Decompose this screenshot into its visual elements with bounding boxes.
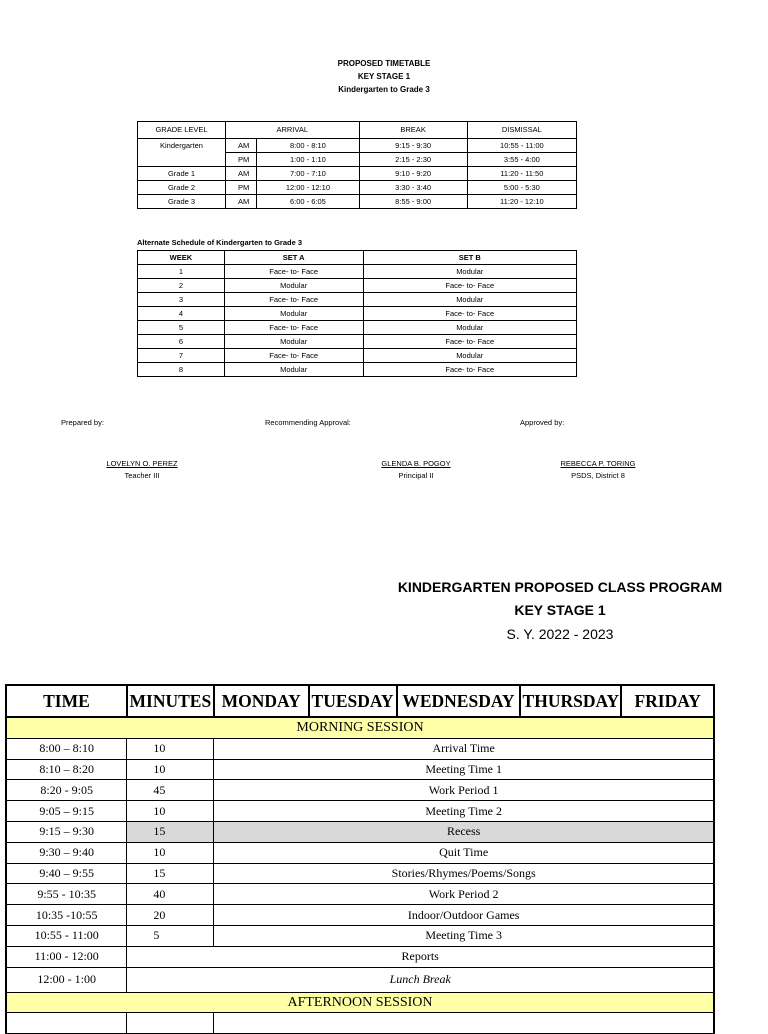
minutes-cell: 10	[127, 738, 214, 759]
arrival-cell: 1:00 - 1:10	[257, 153, 359, 167]
activity-cell: Recess	[214, 821, 714, 842]
set-b-cell: Face- to- Face	[363, 363, 577, 377]
table-row	[138, 363, 577, 377]
time-cell: 9:55 - 10:35	[6, 884, 127, 905]
minutes-cell: 5	[127, 925, 214, 946]
session-cell: PM	[226, 153, 257, 167]
table-row	[138, 153, 577, 167]
afternoon-session-label: AFTERNOON SESSION	[6, 992, 714, 1013]
table-row	[138, 321, 577, 335]
table-row	[138, 181, 577, 195]
set-a-cell: Face- to- Face	[224, 349, 363, 363]
minutes-cell: 10	[127, 801, 214, 822]
prepared-by-label: Prepared by:	[61, 418, 104, 427]
table-row	[6, 738, 714, 759]
set-b-cell: Face- to- Face	[363, 307, 577, 321]
time-cell: 9:15 – 9:30	[6, 821, 127, 842]
set-b-cell: Modular	[363, 293, 577, 307]
prepared-position: Teacher III	[124, 471, 160, 480]
header-grade-level: GRADE LEVEL	[138, 122, 226, 139]
break-cell: 8:55 - 9:00	[359, 195, 467, 209]
table-row	[138, 349, 577, 363]
dismissal-cell: 11:20 - 11:50	[467, 167, 576, 181]
table-row	[6, 759, 714, 780]
header-minutes: MINUTES	[127, 685, 214, 717]
recommending-name: GLENDA B. POGOY	[381, 459, 451, 468]
recommending-position: Principal II	[398, 471, 434, 480]
activity-cell	[214, 1013, 714, 1034]
timetable-title-line-3: Kindergarten to Grade 3	[338, 85, 430, 94]
table-row	[6, 863, 714, 884]
activity-cell: Meeting Time 1	[214, 759, 714, 780]
prepared-name: LOVELYN O. PEREZ	[106, 459, 178, 468]
week-cell: 6	[138, 335, 225, 349]
week-cell: 4	[138, 307, 225, 321]
table-row	[138, 265, 577, 279]
time-cell: 11:00 - 12:00	[6, 946, 127, 967]
time-cell: 9:40 – 9:55	[6, 863, 127, 884]
grade-cell: Grade 2	[138, 181, 226, 195]
afternoon-session-row	[6, 992, 714, 1013]
week-cell: 1	[138, 265, 225, 279]
time-cell	[6, 1013, 127, 1034]
table-row	[138, 279, 577, 293]
activity-cell: Work Period 2	[214, 884, 714, 905]
morning-session-label: MORNING SESSION	[6, 717, 714, 738]
break-cell: 9:15 - 9:30	[359, 139, 467, 153]
table-row	[6, 925, 714, 946]
table-row	[6, 884, 714, 905]
header-set-a: SET A	[224, 251, 363, 265]
table-row	[138, 307, 577, 321]
dismissal-cell: 5:00 - 5:30	[467, 181, 576, 195]
session-cell: PM	[226, 181, 257, 195]
header-friday: FRIDAY	[621, 685, 714, 717]
set-a-cell: Modular	[224, 363, 363, 377]
approved-position: PSDS, District 8	[571, 471, 625, 480]
set-b-cell: Face- to- Face	[363, 279, 577, 293]
program-header-row	[6, 685, 714, 717]
header-set-b: SET B	[363, 251, 577, 265]
minutes-cell: 15	[127, 821, 214, 842]
set-b-cell: Modular	[363, 265, 577, 279]
table-row	[138, 195, 577, 209]
reports-cell: Reports	[127, 946, 714, 967]
activity-cell: Arrival Time	[214, 738, 714, 759]
minutes-cell: 15	[127, 863, 214, 884]
header-dismissal: DISMISSAL	[467, 122, 576, 139]
time-cell: 8:20 - 9:05	[6, 780, 127, 801]
table-row	[6, 801, 714, 822]
lunch-cell: Lunch Break	[127, 967, 714, 992]
session-cell: AM	[226, 139, 257, 153]
session-cell: AM	[226, 167, 257, 181]
activity-cell: Indoor/Outdoor Games	[214, 905, 714, 926]
break-cell: 2:15 - 2:30	[359, 153, 467, 167]
dismissal-cell: 3:55 - 4:00	[467, 153, 576, 167]
time-cell: 10:55 - 11:00	[6, 925, 127, 946]
lunch-row	[6, 967, 714, 992]
week-cell: 8	[138, 363, 225, 377]
timetable-title-line-1: PROPOSED TIMETABLE	[337, 59, 431, 68]
approved-name: REBECCA P. TORING	[560, 459, 636, 468]
set-a-cell: Face- to- Face	[224, 321, 363, 335]
arrival-cell: 7:00 - 7:10	[257, 167, 359, 181]
table-row	[138, 335, 577, 349]
set-a-cell: Face- to- Face	[224, 265, 363, 279]
grade-cell	[138, 153, 226, 167]
minutes-cell: 10	[127, 842, 214, 863]
set-a-cell: Modular	[224, 335, 363, 349]
minutes-cell: 20	[127, 905, 214, 926]
timetable-title	[0, 57, 768, 96]
week-cell: 7	[138, 349, 225, 363]
table-row	[138, 293, 577, 307]
recommending-approval-label: Recommending Approval:	[265, 418, 351, 427]
activity-cell: Meeting Time 3	[214, 925, 714, 946]
program-school-year: S. Y. 2022 - 2023	[506, 626, 614, 642]
week-cell: 3	[138, 293, 225, 307]
arrival-cell: 12:00 - 12:10	[257, 181, 359, 195]
header-week: WEEK	[138, 251, 225, 265]
set-b-cell: Modular	[363, 349, 577, 363]
program-table	[5, 684, 715, 1034]
header-time: TIME	[6, 685, 127, 717]
header-tuesday: TUESDAY	[309, 685, 397, 717]
time-cell: 9:05 – 9:15	[6, 801, 127, 822]
table-row	[6, 821, 714, 842]
minutes-cell: 40	[127, 884, 214, 905]
grade-cell: Grade 1	[138, 167, 226, 181]
activity-cell: Quit Time	[214, 842, 714, 863]
dismissal-cell: 11:20 - 12:10	[467, 195, 576, 209]
set-b-cell: Modular	[363, 321, 577, 335]
activity-cell: Stories/Rhymes/Poems/Songs	[214, 863, 714, 884]
dismissal-cell: 10:55 - 11:00	[467, 139, 576, 153]
alternate-caption: Alternate Schedule of Kindergarten to Grade 3	[137, 238, 303, 247]
table-row	[6, 905, 714, 926]
minutes-cell: 45	[127, 780, 214, 801]
minutes-cell	[127, 1013, 214, 1034]
alternate-header-row	[138, 251, 577, 265]
week-cell: 5	[138, 321, 225, 335]
time-cell: 12:00 - 1:00	[6, 967, 127, 992]
timetable-header-row	[138, 122, 577, 139]
reports-row	[6, 946, 714, 967]
grade-cell: Kindergarten	[138, 139, 226, 153]
timetable-table	[137, 121, 577, 209]
table-row	[138, 139, 577, 153]
header-wednesday: WEDNESDAY	[397, 685, 521, 717]
arrival-cell: 6:00 - 6:05	[257, 195, 359, 209]
time-cell: 8:00 – 8:10	[6, 738, 127, 759]
break-cell: 3:30 - 3:40	[359, 181, 467, 195]
set-a-cell: Face- to- Face	[224, 293, 363, 307]
timetable-title-line-2: KEY STAGE 1	[357, 72, 411, 81]
morning-session-row	[6, 717, 714, 738]
time-cell: 10:35 -10:55	[6, 905, 127, 926]
program-title: KINDERGARTEN PROPOSED CLASS PROGRAM	[397, 579, 723, 595]
time-cell: 9:30 – 9:40	[6, 842, 127, 863]
table-row	[6, 1013, 714, 1034]
header-arrival: ARRIVAL	[226, 122, 360, 139]
activity-cell: Meeting Time 2	[214, 801, 714, 822]
table-row	[138, 167, 577, 181]
header-break: BREAK	[359, 122, 467, 139]
set-a-cell: Modular	[224, 279, 363, 293]
table-row	[6, 780, 714, 801]
set-b-cell: Face- to- Face	[363, 335, 577, 349]
activity-cell: Work Period 1	[214, 780, 714, 801]
session-cell: AM	[226, 195, 257, 209]
program-subtitle: KEY STAGE 1	[514, 602, 606, 618]
set-a-cell: Modular	[224, 307, 363, 321]
time-cell: 8:10 – 8:20	[6, 759, 127, 780]
header-monday: MONDAY	[214, 685, 309, 717]
header-thursday: THURSDAY	[520, 685, 621, 717]
break-cell: 9:10 - 9:20	[359, 167, 467, 181]
grade-cell: Grade 3	[138, 195, 226, 209]
minutes-cell: 10	[127, 759, 214, 780]
arrival-cell: 8:00 - 8:10	[257, 139, 359, 153]
week-cell: 2	[138, 279, 225, 293]
approved-by-label: Approved by:	[520, 418, 565, 427]
alternate-table	[137, 250, 577, 377]
table-row	[6, 842, 714, 863]
